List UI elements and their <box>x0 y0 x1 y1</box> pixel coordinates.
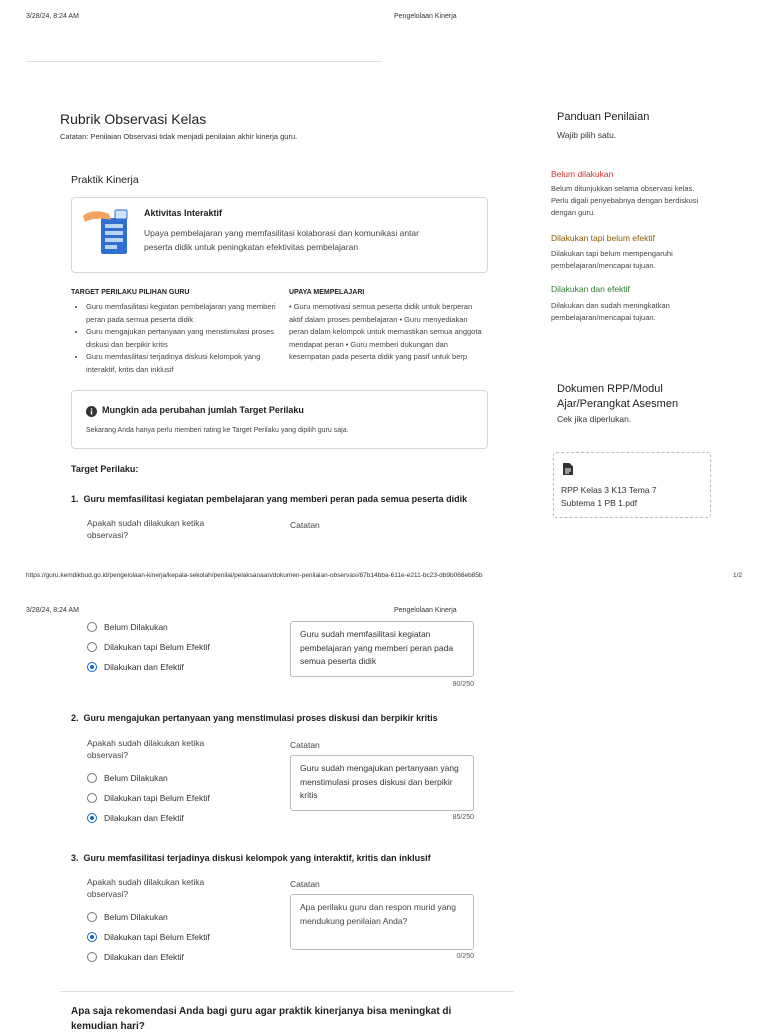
activity-title: Aktivitas Interaktif <box>144 208 223 218</box>
q1-option-not-effective[interactable] <box>87 637 210 657</box>
page-note: Catatan: Penilaian Observasi tidak menjadi penilaian akhir kinerja guru. <box>60 132 298 141</box>
option-label: Dilakukan dan Efektif <box>104 952 184 962</box>
document-title: Dokumen RPP/Modul Ajar/Perangkat Asesmen <box>557 383 679 410</box>
q3-option-not-done[interactable] <box>87 907 210 927</box>
radio-icon <box>87 642 97 652</box>
option-label: Dilakukan dan Efektif <box>104 662 184 672</box>
info-icon <box>86 404 97 415</box>
print-page-number: 1/2 <box>733 572 743 579</box>
behavior-question-1 <box>71 494 467 504</box>
radio-selected-icon <box>87 932 97 942</box>
info-card <box>71 390 488 449</box>
level-effective-label: Dilakukan dan efektif <box>551 284 630 294</box>
document-file-link[interactable]: RPP Kelas 3 K13 Tema 7 Subtema 1 PB 1.pdf <box>561 485 657 508</box>
radio-icon <box>87 622 97 632</box>
radio-icon <box>87 773 97 783</box>
behavior-question-3 <box>71 853 431 863</box>
interactive-activity-icon <box>81 208 131 256</box>
level-not-effective-label: Dilakukan tapi belum efektif <box>551 233 655 243</box>
q3-option-not-effective[interactable] <box>87 927 210 947</box>
question-text: Guru memfasilitasi kegiatan pembelajaran yang memberi peran pada semua peserta didik <box>83 494 468 504</box>
level-effective-text: Dilakukan dan sudah meningkatkan pembelajaran/mencapai tujuan. <box>551 301 670 322</box>
question-number: 3. <box>71 853 79 863</box>
learning-effort-heading: UPAYA MEMPELAJARI <box>289 289 365 296</box>
print-datetime-2: 3/28/24, 8:24 AM <box>26 607 79 614</box>
target-behavior-item: • Guru mengajukan pertanyaan yang menstimulasi proses diskusi dan berpikir kritis <box>86 326 276 351</box>
target-behavior-heading: TARGET PERILAKU PILIHAN GURU <box>71 289 190 296</box>
done-question-label: Apakah sudah dilakukan ketika observasi? <box>87 877 205 899</box>
print-url: https://guru.kemdikbud.go.id/pengelolaan-kinerja/kepala-sekolah/penilai/pelaksanaan/dokumen-penilaian-observasi/87b14bba-611e-e211-bc23-db9b068eb85b <box>26 572 483 579</box>
q2-option-not-done[interactable] <box>87 768 210 788</box>
top-divider <box>26 61 382 62</box>
q2-options <box>87 768 210 828</box>
option-label: Dilakukan tapi Belum Efektif <box>104 793 210 803</box>
practice-heading: Praktik Kinerja <box>71 174 139 186</box>
behavior-question-2 <box>71 713 438 723</box>
target-behavior-list <box>71 301 276 376</box>
question-number: 1. <box>71 494 79 504</box>
guide-subtitle: Wajib pilih satu. <box>557 130 617 140</box>
level-not-effective-text: Dilakukan tapi belum mempengaruhi pembelajaran/mencapai tujuan. <box>551 249 673 270</box>
recommendation-question: Apa saja rekomendasi Anda bagi guru agar praktik kinerjanya bisa meningkat di kemudian hari? <box>71 1006 452 1032</box>
print-doc-title: Pengelolaan Kinerja <box>394 13 457 20</box>
target-behavior-item: • Guru memfasilitasi terjadinya diskusi kelompok yang interaktif, kritis dan inklusif <box>86 351 276 376</box>
print-datetime: 3/28/24, 8:24 AM <box>26 13 79 20</box>
q2-option-effective[interactable] <box>87 808 210 828</box>
radio-icon <box>87 952 97 962</box>
done-question-label: Apakah sudah dilakukan ketika observasi? <box>87 738 205 760</box>
radio-icon <box>87 912 97 922</box>
option-label: Belum Dilakukan <box>104 622 168 632</box>
level-not-done-label: Belum dilakukan <box>551 169 614 179</box>
q1-option-not-done[interactable] <box>87 617 210 637</box>
notes-label: Catatan <box>290 879 320 889</box>
question-text: Guru mengajukan pertanyaan yang menstimulasi proses diskusi dan berpikir kritis <box>83 713 438 723</box>
q1-char-count: 90/250 <box>452 681 474 688</box>
learning-effort-text: • Guru memotivasi semua peserta didik untuk berperan aktif dalam proses pembelajaran • Guru menyediakan peran dalam kelompok untuk memastikan semua anggota mendapat peran • Guru memberi dukungan dan kesempatan pada peserta didik yang pasif untuk berp <box>289 302 482 361</box>
option-label: Belum Dilakukan <box>104 773 168 783</box>
section-divider <box>60 991 514 992</box>
document-file-card[interactable] <box>553 452 711 518</box>
activity-description: Upaya pembelajaran yang memfasilitasi kolaborasi dan komunikasi antar peserta didik untuk peningkatan efektivitas pembelajaran <box>144 228 419 252</box>
question-number: 2. <box>71 713 79 723</box>
notes-label: Catatan <box>290 740 320 750</box>
done-question-label: Apakah sudah dilakukan ketika observasi? <box>87 518 205 540</box>
q3-char-count: 0/250 <box>456 953 474 960</box>
info-title: Mungkin ada perubahan jumlah Target Perilaku <box>102 405 304 415</box>
q1-options <box>87 617 210 677</box>
q3-notes-textarea[interactable]: Apa perilaku guru dan respon murid yang mendukung penilaian Anda? <box>290 894 474 950</box>
document-icon <box>563 462 573 474</box>
radio-icon <box>87 793 97 803</box>
guide-title: Panduan Penilaian <box>557 111 650 123</box>
document-subtitle: Cek jika diperlukan. <box>557 414 632 424</box>
activity-card <box>71 197 488 273</box>
q3-options <box>87 907 210 967</box>
radio-selected-icon <box>87 813 97 823</box>
page-title: Rubrik Observasi Kelas <box>60 111 207 127</box>
q2-notes-textarea[interactable]: Guru sudah mengajukan pertanyaan yang menstimulasi proses diskusi dan berpikir kritis <box>290 755 474 811</box>
option-label: Dilakukan tapi Belum Efektif <box>104 642 210 652</box>
print-doc-title-2: Pengelolaan Kinerja <box>394 607 457 614</box>
q1-option-effective[interactable] <box>87 657 210 677</box>
option-label: Belum Dilakukan <box>104 912 168 922</box>
option-label: Dilakukan dan Efektif <box>104 813 184 823</box>
q3-option-effective[interactable] <box>87 947 210 967</box>
q2-option-not-effective[interactable] <box>87 788 210 808</box>
radio-selected-icon <box>87 662 97 672</box>
option-label: Dilakukan tapi Belum Efektif <box>104 932 210 942</box>
level-not-done-text: Belum ditunjukkan selama observasi kelas. Perlu digali penyebabnya dengan berdiskusi dengan guru. <box>551 184 699 217</box>
question-text: Guru memfasilitasi terjadinya diskusi kelompok yang interaktif, kritis dan inklusif <box>83 853 431 863</box>
q2-char-count: 85/250 <box>452 814 474 821</box>
info-text: Sekarang Anda hanya perlu memberi rating ke Target Perilaku yang dipilih guru saja. <box>86 427 349 434</box>
q1-notes-textarea[interactable]: Guru sudah memfasilitasi kegiatan pembelajaran yang memberi peran pada semua peserta didik <box>290 621 474 677</box>
notes-label: Catatan <box>290 520 320 530</box>
behavior-section-heading: Target Perilaku: <box>71 464 139 474</box>
target-behavior-item: • Guru memfasilitasi kegiatan pembelajaran yang memberi peran pada semua peserta didik <box>86 301 276 326</box>
